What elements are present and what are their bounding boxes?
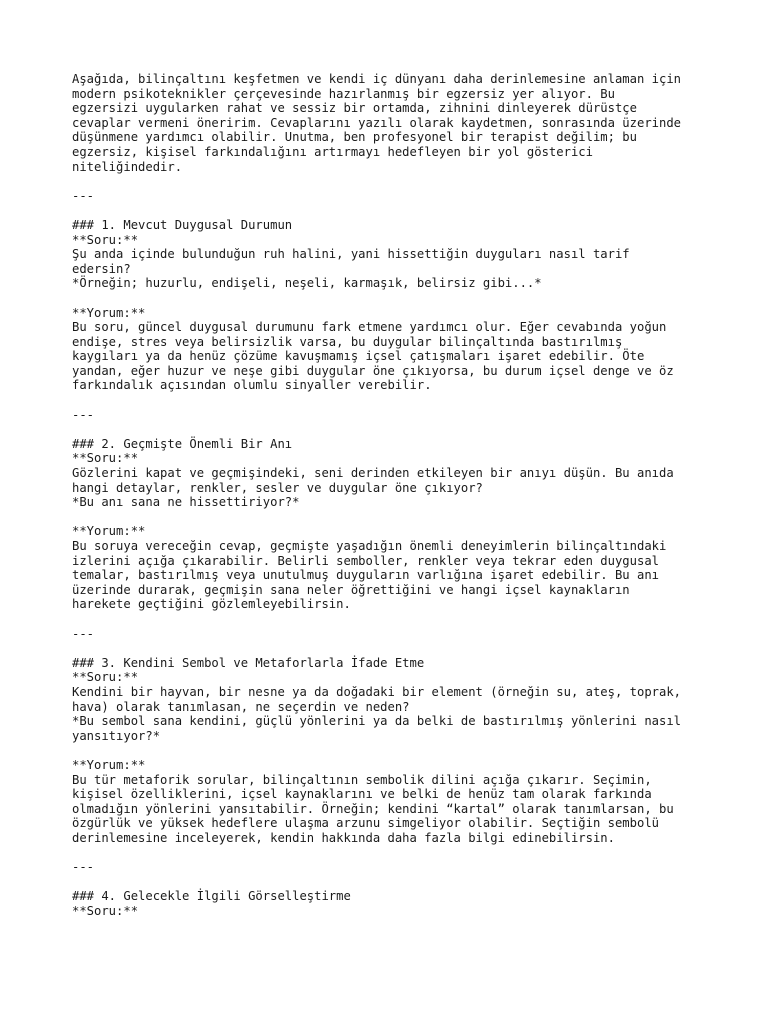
paragraph-line: temalar, bastırılmış veya unutulmuş duyguların varlığına işaret edebilir. Bu anı [72,568,659,583]
paragraph-line: Bu tür metaforik sorular, bilinçaltının sembolik dilini açığa çıkarır. Seçimin, [72,772,652,787]
paragraph-line: harekete geçtiğini gözlemleyebilirsin. [72,597,351,612]
question-label: **Soru:** [72,670,139,685]
paragraph-line: edersin? [72,261,131,276]
comment-label: **Yorum:** [72,757,146,772]
section-divider: --- [72,860,95,875]
paragraph-line: hangi detaylar, renkler, sesler ve duygular öne çıkıyor? [72,480,483,495]
comment-label: **Yorum:** [72,305,146,320]
blank-line [72,174,712,189]
section-divider: --- [72,188,95,203]
paragraph-line: egzersizi uygularken rahat ve sessiz bir ortamda, zihnini dinleyerek dürüstçe [72,101,637,116]
section-divider: --- [72,626,95,641]
paragraph-line: Kendini bir hayvan, bir nesne ya da doğadaki bir element (örneğin su, ateş, toprak, [72,684,682,699]
paragraph-line: cevaplar vermeni öneririm. Cevaplarını yazılı olarak kaydetmen, sonrasında üzerinde [72,115,682,130]
blank-line [72,875,712,890]
example-italic-line: *Bu anı sana ne hissettiriyor?* [72,495,300,510]
example-italic-line: *Bu sembol sana kendini, güçlü yönlerini ya da belki de bastırılmış yönlerini nasıl [72,714,682,729]
paragraph-line: yansıtıyor?* [72,728,161,743]
section-divider: --- [72,407,95,422]
question-label: **Soru:** [72,903,139,918]
paragraph-line: yandan, eğer huzur ve neşe gibi duygular öne çıkıyorsa, bu durum içsel denge ve öz [72,363,674,378]
paragraph-line: kişisel özelliklerini, içsel kaynaklarını ve belki de henüz tam olarak farkında [72,787,652,802]
paragraph-line: derinlemesine inceleyerek, kendin hakkında daha fazla bilgi edinebilirsin. [72,830,615,845]
section-heading: ### 1. Mevcut Duygusal Durumun [72,217,293,232]
blank-line [72,743,712,758]
paragraph-line: niteliğindedir. [72,159,183,174]
section-heading: ### 4. Gelecekle İlgili Görselleştirme [72,889,351,904]
paragraph-line: düşünmene yardımcı olabilir. Unutma, ben profesyonel bir terapist değilim; bu [72,130,637,145]
paragraph-line: özgürlük ve yüksek hedeflere ulaşma arzunu simgeliyor olabilir. Seçtiğin sembolü [72,816,659,831]
paragraph-line: Bu soru, güncel duygusal durumunu fark etmene yardımcı olur. Eğer cevabında yoğun [72,320,667,335]
paragraph-line: Aşağıda, bilinçaltını keşfetmen ve kendi iç dünyanı daha derinlemesine anlaman için [72,72,682,86]
paragraph-line: Gözlerini kapat ve geçmişindeki, seni derinden etkileyen bir anıyı düşün. Bu anıda [72,466,674,481]
paragraph-line: hava) olarak tanımlasan, ne seçerdin ve neden? [72,699,410,714]
paragraph-line: üzerinde durarak, geçmişin sana neler öğrettiğini ve hangi içsel kaynakların [72,582,630,597]
section-heading: ### 3. Kendini Sembol ve Metaforlarla İfade Etme [72,655,425,670]
paragraph-line: kaygıları ya da henüz çözüme kavuşmamış içsel çatışmaları işaret edebilir. Öte [72,349,645,364]
blank-line [72,422,712,437]
document-page [72,72,712,918]
paragraph-line: endişe, stres veya belirsizlik varsa, bu duygular bilinçaltında bastırılmış [72,334,623,349]
blank-line [72,641,712,656]
paragraph-line: olmadığın yönlerini yansıtabilir. Örneğin; kendini “kartal” olarak tanımlarsan, bu [72,801,674,816]
blank-line [72,291,712,306]
paragraph-line: farkındalık açısından olumlu sinyaller verebilir. [72,378,432,393]
blank-line [72,510,712,525]
paragraph-line: Şu anda içinde bulunduğun ruh halini, yani hissettiğin duyguları nasıl tarif [72,247,630,262]
paragraph-line: Bu soruya vereceğin cevap, geçmişte yaşadığın önemli deneyimlerin bilinçaltındaki [72,539,667,553]
comment-label: **Yorum:** [72,524,146,539]
paragraph-line: egzersiz, kişisel farkındalığını artırmayı hedefleyen bir yol gösterici [72,144,593,159]
question-label: **Soru:** [72,451,139,466]
section-heading: ### 2. Geçmişte Önemli Bir Anı [72,436,293,451]
blank-line [72,845,712,860]
paragraph-line: izlerini açığa çıkarabilir. Belirli semboller, renkler veya tekrar eden duygusal [72,553,659,568]
question-label: **Soru:** [72,232,139,247]
blank-line [72,393,712,408]
blank-line [72,203,712,218]
blank-line [72,612,712,627]
paragraph-line: modern psikoteknikler çerçevesinde hazırlanmış bir egzersiz yer alıyor. Bu [72,86,615,101]
example-italic-line: *Örneğin; huzurlu, endişeli, neşeli, karmaşık, belirsiz gibi...* [72,276,542,291]
